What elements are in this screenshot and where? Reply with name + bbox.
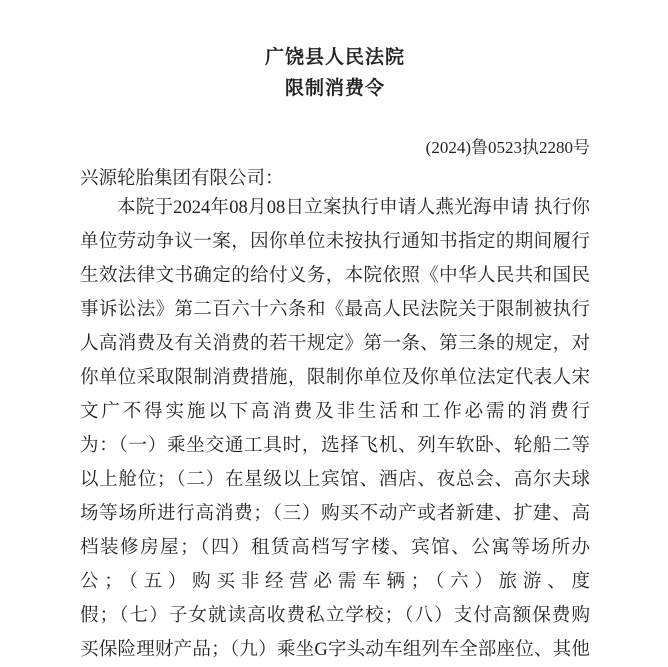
body-text-line: 假；（七）子女就读高收费私立学校；（八）支付高额保费购 — [80, 606, 590, 626]
body-text-line: 文广不得实施以下高消费及非生活和工作必需的消费行 — [80, 402, 590, 422]
legal-document — [80, 0, 590, 667]
body-text-line: 档装修房屋；（四）租赁高档写字楼、宾馆、公寓等场所办 — [80, 538, 590, 558]
body-text-line: 生效法律文书确定的给付义务，本院依照《中华人民共和国民 — [80, 266, 590, 286]
case-number: (2024)鲁0523执2280号 — [425, 138, 590, 157]
body-text-line: 为：（一）乘坐交通工具时，选择飞机、列车软卧、轮船二等 — [80, 436, 590, 456]
document-type-title: 限制消费令 — [284, 78, 385, 99]
body-text-line: 事诉讼法》第二百六十六条和《最高人民法院关于限制被执行 — [80, 300, 590, 320]
body-text-line: 单位劳动争议一案，因你单位未按执行通知书指定的期间履行 — [80, 232, 590, 252]
court-name-title: 广饶县人民法院 — [264, 47, 405, 68]
body-text-line: 场等场所进行高消费；（三）购买不动产或者新建、扩建、高 — [80, 504, 590, 524]
body-text-line: 人高消费及有关消费的若干规定》第一条、第三条的规定，对 — [80, 334, 590, 354]
body-text-line: 以上舱位；（二）在星级以上宾馆、酒店、夜总会、高尔夫球 — [80, 470, 590, 490]
order-body-paragraph — [80, 191, 590, 667]
body-text-line: 公；（五）购买非经营必需车辆；（六）旅游、度 — [80, 572, 590, 592]
body-text-line-clipped: 买保险理财产品；（九）乘坐G字头动车组列车全部座位、其他 — [80, 640, 590, 660]
addressee-line: 兴源轮胎集团有限公司： — [80, 169, 284, 189]
body-text-line: 本院于2024年08月08日立案执行申请人燕光海申请 执行你 — [117, 198, 590, 218]
body-text-line: 你单位采取限制消费措施，限制你单位及你单位法定代表人宋 — [80, 368, 590, 388]
